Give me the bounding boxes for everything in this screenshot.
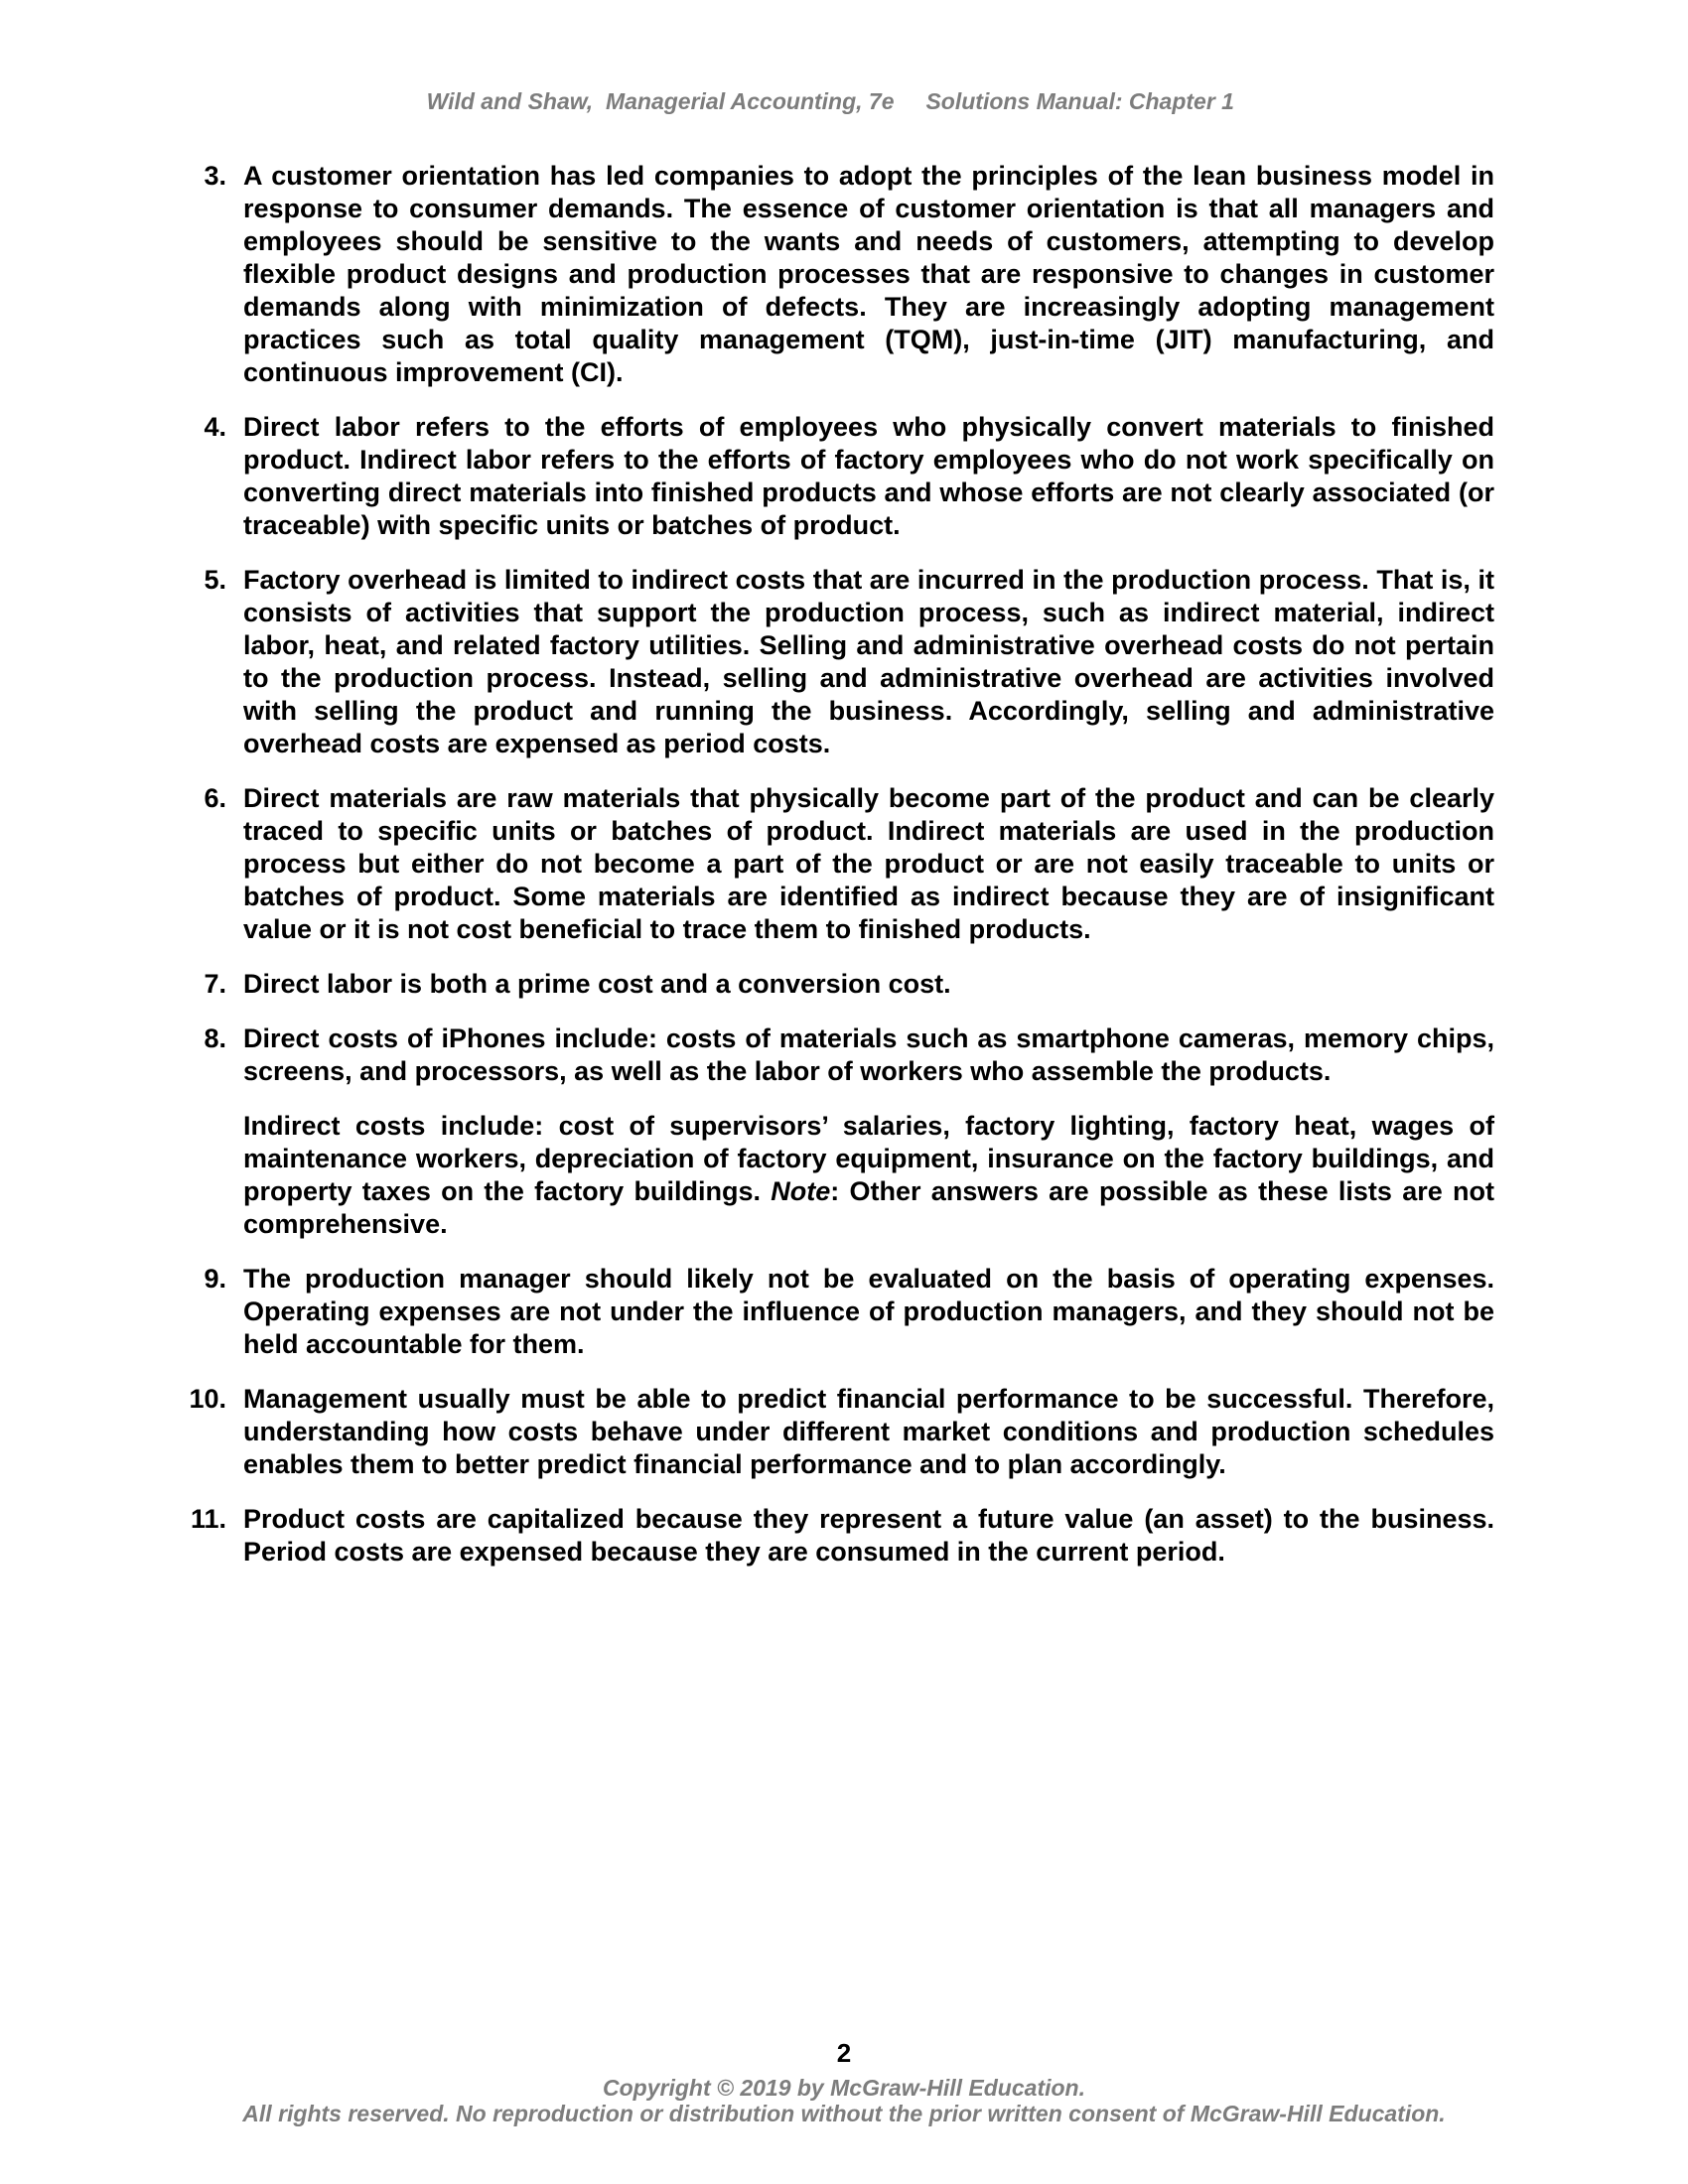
solution-item <box>149 564 1494 760</box>
text-segment: Factory overhead is limited to indirect costs that are incurred in the production process. That is, it consists of activities that support the production process, such as indirect material, indirect labor, heat, and related factory utilities. Selling and administrative overhead costs do not pertain to the production process. Instead, selling and administrative overhead are activities involved with selling the product and running the business. Accordingly, selling and administrative overhead costs are expensed as period costs. <box>243 565 1494 758</box>
item-text <box>243 782 1494 946</box>
item-number: 10. <box>189 1384 226 1414</box>
item-number: 7. <box>204 969 226 999</box>
item-text <box>243 160 1494 389</box>
paragraph <box>243 411 1494 542</box>
text-segment: Product costs are capitalized because they represent a future value (an asset) to the business. Period costs are expensed because they are consumed in the current period. <box>243 1504 1494 1567</box>
page-footer <box>0 2037 1688 2126</box>
solution-item <box>149 1383 1494 1481</box>
paragraph <box>243 1263 1494 1361</box>
copyright-line-2: All rights reserved. No reproduction or distribution without the prior written consent of McGraw-Hill Education. <box>242 2101 1446 2126</box>
solution-item <box>149 968 1494 1001</box>
item-number: 6. <box>204 783 226 813</box>
page-number: 2 <box>836 2038 852 2068</box>
text-segment: Direct labor refers to the efforts of employees who physically convert materials to finished product. Indirect labor refers to the efforts of factory employees who do not work specifically on converting direct materials into finished products and whose efforts are not clearly associated (or traceable) with specific units or batches of product. <box>243 412 1494 540</box>
solution-item <box>149 1503 1494 1569</box>
paragraph <box>243 1110 1494 1241</box>
copyright-line-1: Copyright © 2019 by McGraw-Hill Education. <box>603 2075 1085 2101</box>
item-text <box>243 1503 1494 1569</box>
item-text <box>243 1023 1494 1241</box>
text-segment: A customer orientation has led companies to adopt the principles of the lean business model in response to consumer demands. The essence of customer orientation is that all managers and employees should be sensitive to the wants and needs of customers, attempting to develop flexible product designs and production processes that are responsive to changes in customer demands along with minimization of defects. They are increasingly adopting management practices such as total quality management (TQM), just-in-time (JIT) manufacturing, and continuous improvement (CI). <box>243 161 1494 387</box>
solution-item <box>149 782 1494 946</box>
solution-item <box>149 411 1494 542</box>
item-text <box>243 1263 1494 1361</box>
text-segment: Direct labor is both a prime cost and a conversion cost. <box>243 969 951 999</box>
text-segment: : Other answers are possible as these lists are not comprehensive. <box>243 1176 1494 1239</box>
solution-item <box>149 160 1494 389</box>
page-header <box>149 62 1486 142</box>
item-text <box>243 411 1494 542</box>
text-segment: Direct costs of iPhones include: costs of materials such as smartphone cameras, memory chips, screens, and processors, as well as the labor of workers who assemble the products. <box>243 1024 1494 1086</box>
paragraph <box>243 1383 1494 1481</box>
item-text <box>243 1383 1494 1481</box>
item-number: 8. <box>204 1024 226 1053</box>
item-number: 9. <box>204 1264 226 1294</box>
paragraph <box>243 160 1494 389</box>
item-number: 3. <box>204 161 226 191</box>
header-title: Wild and Shaw, Managerial Accounting, 7e Solutions Manual: Chapter 1 <box>426 88 1234 114</box>
solution-item <box>149 1023 1494 1241</box>
text-segment: The production manager should likely not be evaluated on the basis of operating expenses. Operating expenses are not under the influence of production managers, and they should not be held accountable for them. <box>243 1264 1494 1359</box>
paragraph <box>243 564 1494 760</box>
paragraph <box>243 968 1494 1001</box>
italic-text: Note <box>771 1176 831 1206</box>
item-number: 11. <box>190 1504 226 1534</box>
item-text <box>243 968 1494 1001</box>
text-segment: Indirect costs include: cost of supervisors’ salaries, factory lighting, factory heat, wages of maintenance workers, depreciation of factory equipment, insurance on the factory buildings, and property taxes on the factory buildings. <box>243 1111 1494 1206</box>
text-segment: Management usually must be able to predict financial performance to be successful. Therefore, understanding how costs behave under different market conditions and production schedules enables them to better predict financial performance and to plan accordingly. <box>243 1384 1494 1479</box>
paragraph <box>243 782 1494 946</box>
paragraph <box>243 1023 1494 1088</box>
item-number: 5. <box>204 565 226 595</box>
solutions-list <box>149 160 1494 1569</box>
paragraph <box>243 1503 1494 1569</box>
item-number: 4. <box>204 412 226 442</box>
text-segment: Direct materials are raw materials that physically become part of the product and can be clearly traced to specific units or batches of product. Indirect materials are used in the production process but either do not become a part of the product or are not easily traceable to units or batches of product. Some materials are identified as indirect because they are of insignificant value or it is not cost beneficial to trace them to finished products. <box>243 783 1494 944</box>
item-text <box>243 564 1494 760</box>
solution-item <box>149 1263 1494 1361</box>
